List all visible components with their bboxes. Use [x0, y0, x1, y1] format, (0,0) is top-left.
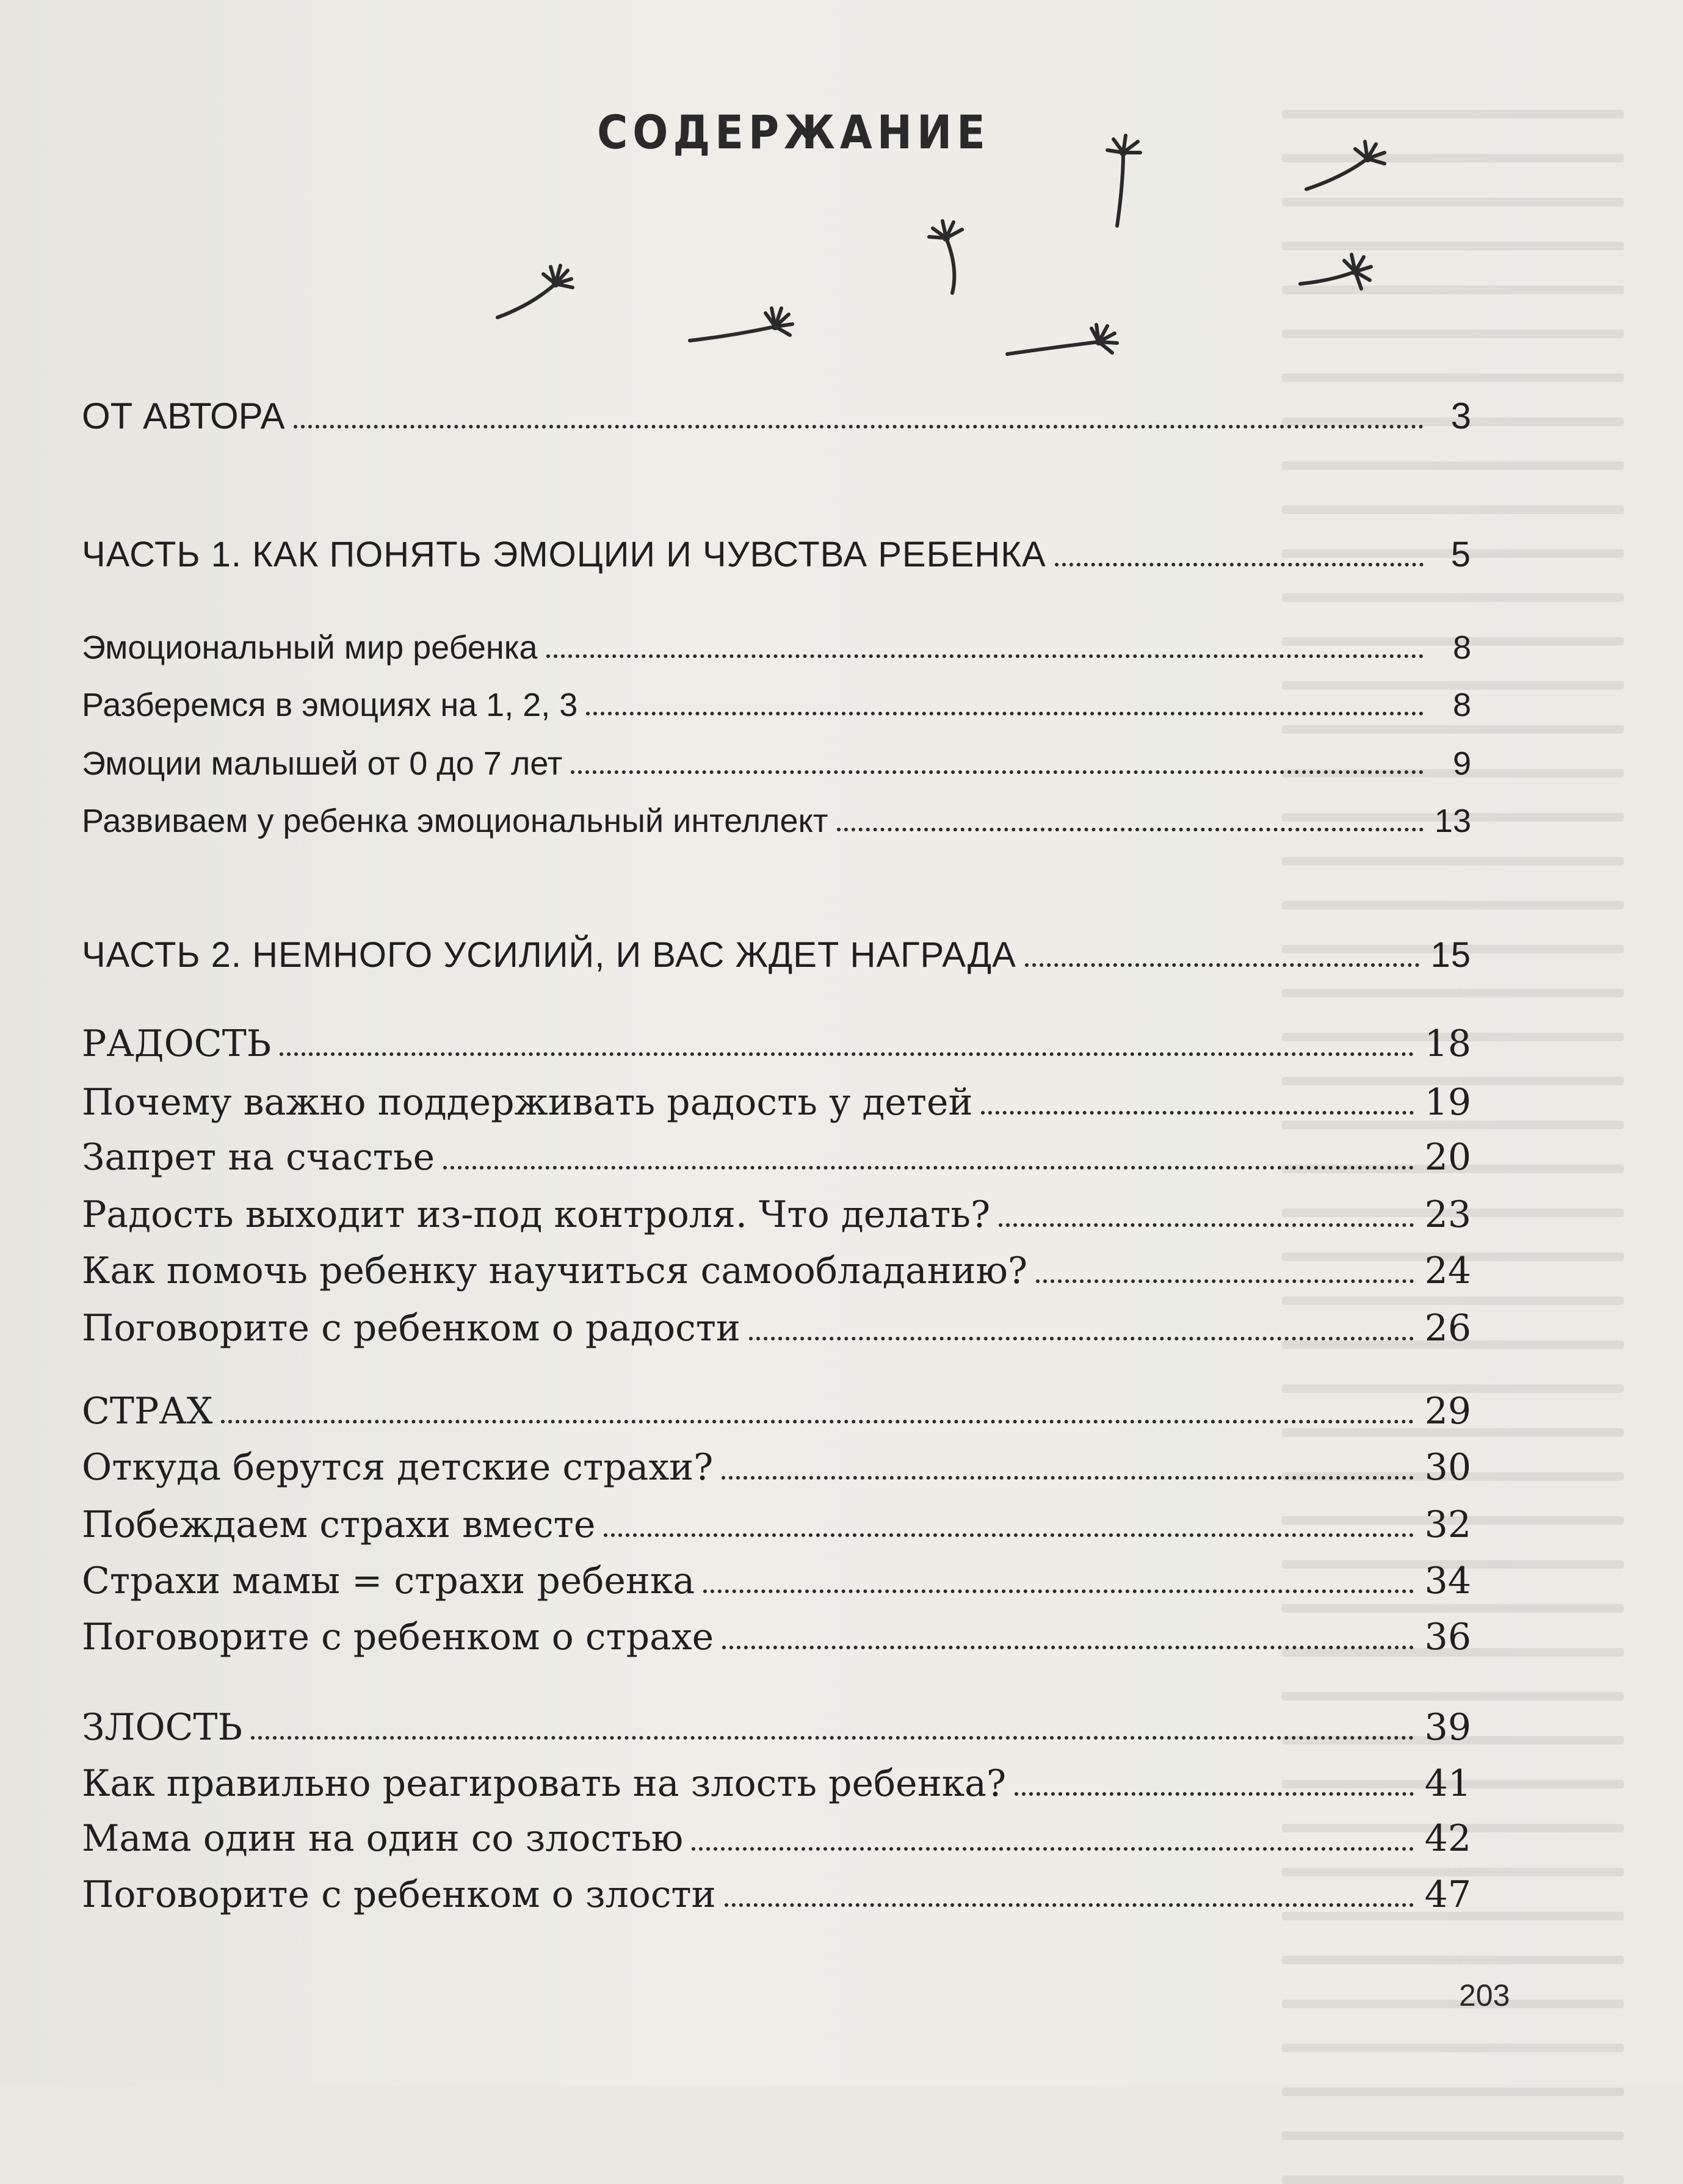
toc-entry[interactable]: [82, 1616, 1471, 1658]
leader-dots: [703, 1589, 1413, 1593]
page-title: СОДЕРЖАНИЕ: [597, 105, 990, 159]
toc-entry[interactable]: [82, 1307, 1471, 1350]
toc-entry-page: 18: [1424, 1022, 1471, 1065]
toc-entry-page: 24: [1424, 1249, 1471, 1292]
toc-entry-label: Поговорите с ребенком о страхе: [82, 1616, 714, 1658]
leader-dots: [1025, 963, 1420, 967]
leader-dots: [722, 1476, 1413, 1480]
toc-entry-page: 29: [1424, 1390, 1471, 1433]
leader-dots: [981, 1111, 1413, 1115]
toc-entry[interactable]: [82, 1446, 1471, 1489]
toc-entry-label: ЧАСТЬ 2. НЕМНОГО УСИЛИЙ, И ВАС ЖДЕТ НАГРАДА: [82, 935, 1016, 975]
leader-dots: [280, 1052, 1414, 1056]
toc-entry-anger[interactable]: [82, 1706, 1471, 1749]
toc-entry-label: Эмоции малышей от 0 до 7 лет: [82, 745, 563, 782]
leader-dots: [251, 1736, 1414, 1740]
leader-dots: [571, 770, 1424, 774]
leader-dots: [546, 654, 1424, 658]
toc-entry[interactable]: [82, 631, 1471, 664]
toc-entry[interactable]: [82, 1560, 1471, 1602]
toc-entry-joy[interactable]: [82, 1022, 1471, 1065]
leader-dots: [722, 1646, 1413, 1649]
leader-dots: [837, 828, 1424, 831]
toc-entry-page: 47: [1424, 1873, 1471, 1916]
toc-entry-page: 30: [1424, 1446, 1471, 1489]
toc-entry-page: 20: [1424, 1136, 1471, 1179]
toc-entry-label: Страхи мамы = страхи ребенка: [82, 1560, 695, 1602]
toc-entry-label: СТРАХ: [82, 1390, 213, 1433]
toc-entry-page: 41: [1424, 1762, 1471, 1805]
leader-dots: [1036, 1279, 1414, 1283]
toc-entry[interactable]: [82, 1762, 1471, 1805]
toc-entry-label: Как правильно реагировать на злость ребенка?: [82, 1762, 1007, 1805]
toc-entry-page: 36: [1424, 1616, 1471, 1658]
toc-entry-label: РАДОСТЬ: [82, 1022, 272, 1065]
toc-entry[interactable]: [82, 1249, 1471, 1292]
leader-dots: [294, 425, 1424, 428]
toc-entry-label: Откуда берутся детские страхи?: [82, 1446, 714, 1489]
toc-entry-label: Поговорите с ребенком о злости: [82, 1873, 716, 1916]
toc-entry[interactable]: [82, 1193, 1471, 1236]
toc-entry-label: ЧАСТЬ 1. КАК ПОНЯТЬ ЭМОЦИИ И ЧУВСТВА РЕБЕНКА: [82, 535, 1046, 574]
toc-entry-page: 39: [1424, 1706, 1471, 1749]
leader-dots: [604, 1533, 1413, 1537]
leader-dots: [692, 1847, 1413, 1851]
leader-dots: [443, 1166, 1413, 1170]
toc-entry[interactable]: [82, 1136, 1471, 1179]
toc-entry-label: Разберемся в эмоциях на 1, 2, 3: [82, 687, 578, 723]
toc-entry-label: Эмоциональный мир ребенка: [82, 629, 538, 666]
toc-entry-label: ЗЛОСТЬ: [82, 1706, 242, 1749]
toc-entry-part-2[interactable]: [82, 935, 1471, 975]
toc-entry-page: 9: [1452, 745, 1471, 782]
toc-entry-label: Мама один на один со злостью: [82, 1817, 684, 1860]
toc-entry-label: Почему важно поддерживать радость у детей: [82, 1081, 973, 1124]
dandelion-seeds-icon: [464, 128, 1392, 385]
toc-entry-part-1[interactable]: [82, 537, 1471, 573]
toc-entry-from-author[interactable]: [82, 398, 1471, 435]
toc-entry-page: 23: [1424, 1193, 1471, 1236]
toc-entry[interactable]: [82, 689, 1471, 721]
leader-dots: [586, 712, 1424, 715]
toc-entry-page: 3: [1450, 396, 1471, 436]
leader-dots: [749, 1337, 1414, 1340]
toc-entry-page: 32: [1424, 1503, 1471, 1546]
toc-entry-page: 42: [1424, 1817, 1471, 1860]
toc-entry-label: Побеждаем страхи вместе: [82, 1503, 596, 1546]
leader-dots: [1055, 563, 1424, 566]
page-number: 203: [1459, 1978, 1510, 2012]
toc-entry[interactable]: [82, 1503, 1471, 1546]
toc-entry-label: Запрет на счастье: [82, 1136, 435, 1179]
toc-entry[interactable]: [82, 1817, 1471, 1860]
toc-entry-page: 34: [1424, 1560, 1471, 1602]
leader-dots: [221, 1420, 1413, 1423]
leader-dots: [1015, 1792, 1414, 1796]
toc-entry-page: 19: [1424, 1081, 1471, 1124]
toc-entry[interactable]: [82, 1873, 1471, 1916]
toc-entry-fear[interactable]: [82, 1390, 1471, 1433]
toc-entry-page: 26: [1424, 1307, 1471, 1350]
toc-entry-page: 13: [1434, 803, 1471, 839]
toc-entry-label: ОТ АВТОРА: [82, 396, 285, 436]
toc-entry-page: 5: [1450, 535, 1471, 574]
toc-entry[interactable]: [82, 805, 1471, 837]
leader-dots: [725, 1903, 1414, 1907]
toc-entry-page: 15: [1430, 935, 1471, 975]
toc-entry-label: Как помочь ребенку научиться самообладанию?: [82, 1249, 1028, 1292]
toc-entry-label: Радость выходит из-под контроля. Что делать?: [82, 1193, 991, 1236]
toc-entry-label: Поговорите с ребенком о радости: [82, 1307, 740, 1350]
toc-entry-page: 8: [1452, 629, 1471, 666]
toc-entry-page: 8: [1452, 687, 1471, 723]
leader-dots: [999, 1223, 1414, 1227]
toc-entry[interactable]: [82, 1081, 1471, 1124]
toc-entry[interactable]: [82, 747, 1471, 780]
toc-entry-label: Развиваем у ребенка эмоциональный интеллект: [82, 803, 828, 839]
